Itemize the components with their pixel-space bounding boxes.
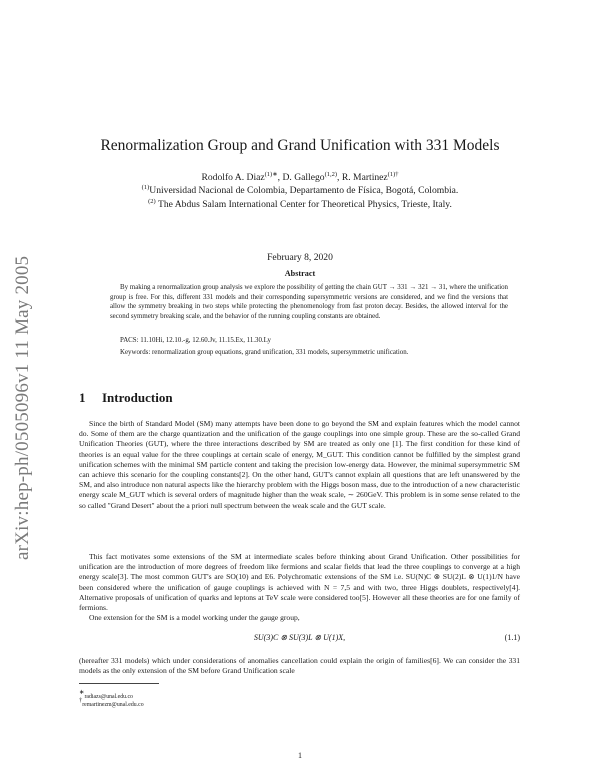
- footnote-rule: [79, 683, 159, 684]
- author-name: Rodolfo A. Diaz: [201, 172, 265, 183]
- affiliation-mark: (1): [141, 184, 150, 191]
- section-number: 1: [79, 390, 86, 405]
- author-list: Rodolfo A. Diaz$^{(1)∗}$, D. Gallego$^{(1,2)}$, R. Martinez$^{(1)\dagger}$: [201, 171, 399, 183]
- affiliation-text: Universidad Nacional de Colombia, Departamento de Física, Bogotá, Colombia.: [149, 185, 459, 196]
- date: February 8, 2020: [267, 252, 333, 263]
- affiliation-text: The Abdus Salam International Center for Theoretical Physics, Trieste, Italy.: [157, 199, 452, 210]
- paragraph-text: (hereafter 331 models) which under considerations of anomalies cancellation could explain the origin of families[6]. We can consider the 331 models as the only extension of the SM before Grand Unification scale: [79, 656, 520, 676]
- page-number: 1: [298, 751, 302, 760]
- equation-expression: SU(3)C ⊗ SU(3)L ⊗ U(1)X,: [253, 633, 346, 642]
- author-mark: (1,2): [324, 171, 338, 178]
- author-name: D. Gallego: [282, 172, 325, 183]
- body-paragraph: [79, 419, 520, 511]
- author-name: R. Martinez: [341, 172, 388, 183]
- body-paragraph: [79, 552, 520, 613]
- footnote-text: radiazs@unal.edu.co: [84, 694, 133, 700]
- paper-title: Renormalization Group and Grand Unification with 331 Models: [100, 137, 500, 154]
- paragraph-text: This fact motivates some extensions of the SM at intermediate scales before thinking about Grand Unification. Other possibilities for unification are the introduction of more degrees of freedom like fermions and scalar fields that lead the three couplings to converge at a high energy scale[3]. The most common GUT's are SO(10) and E6. Polychromatic extensions of the SM i.e. SU(N)C ⊗ SU(2)L ⊗ U(1)1/N have been considered where the unification of gauge couplings is achieved with N = 7,5 and with two, three Higgs doublets, respectively[4]. Alternative proposals of unification of quarks and leptons at TeV scale were considered too[5]. However all these theories are for one family of fermions.: [79, 552, 520, 613]
- body-paragraph: [79, 613, 520, 623]
- paragraph-text: Since the birth of Standard Model (SM) many attempts have been done to go beyond the SM and explain features which the model cannot do. Some of them are the charge quantization and the unification of the gauge couplings into one simple group. These are the so-called Grand Unification Theories (GUT), where the three interactions described by SM are treated as only one [1]. The first condition for these kind of theories is an equal value for the three couplings at certain scale of energy, M_GUT. This condition cannot be fulfilled by the simplest grand unification schemes with the minimal SM particle content and taking the precision low-energy data. However, the minimal supersymmetric SM can achieve this scenario for the coupling constants[2]. On the other hand, GUT's cannot explain all questions that are left unanswered by the SM, and also introduce non natural aspects like the hierarchy problem with the Higgs boson mass, due to the introduction of a new characteristic energy scale M_GUT which is several orders of magnitude higher than the weak scale, ∼ 260GeV. This problem is in some sense related to the so called "Grand Desert" about the a priori null spectrum between the weak scale and the GUT scale.: [79, 419, 520, 510]
- footnote-mark: †: [79, 697, 83, 704]
- author-mark: (1)∗: [264, 171, 278, 178]
- affiliation: [0, 184, 600, 196]
- section-title: Introduction: [102, 390, 173, 405]
- footnote-mark: ∗: [79, 689, 85, 696]
- footnote: [79, 697, 144, 708]
- keywords-line: Keywords: renormalization group equations, grand unification, 331 models, supersymmetric unification.: [120, 349, 409, 356]
- arxiv-identifier-stamp: arXiv:hep-ph/0505096v1 11 May 2005: [12, 255, 33, 560]
- author-mark: (1)†: [387, 171, 399, 178]
- affiliation-mark: (2): [148, 198, 156, 205]
- abstract-text: By making a renormalization group analysis we explore the possibility of getting the chain GUT → 331 → 321 → 31, where the unification group is free. For this, different 331 models and their corresponding supersymmetric versions are considered, and we find the versions that allow the symmetry breaking in two steps while protecting the phenomenology from fast proton decay. Besides, the allowed interval for the second symmetry breaking scale, and the behavior of the running coupling constants are obtained.: [110, 284, 508, 320]
- abstract-heading: Abstract: [284, 269, 316, 278]
- equation-number: (1.1): [504, 633, 520, 642]
- section-heading: [79, 390, 173, 406]
- affiliation: [0, 198, 600, 210]
- paragraph-text: One extension for the SM is a model working under the gauge group,: [89, 613, 300, 622]
- pacs-line: PACS: 11.10Hi, 12.10.-g, 12.60.Jv, 11.15.Ex, 11.30.Ly: [120, 337, 271, 344]
- body-paragraph: [79, 656, 520, 676]
- footnote-text: remartinezm@unal.edu.co: [82, 702, 144, 708]
